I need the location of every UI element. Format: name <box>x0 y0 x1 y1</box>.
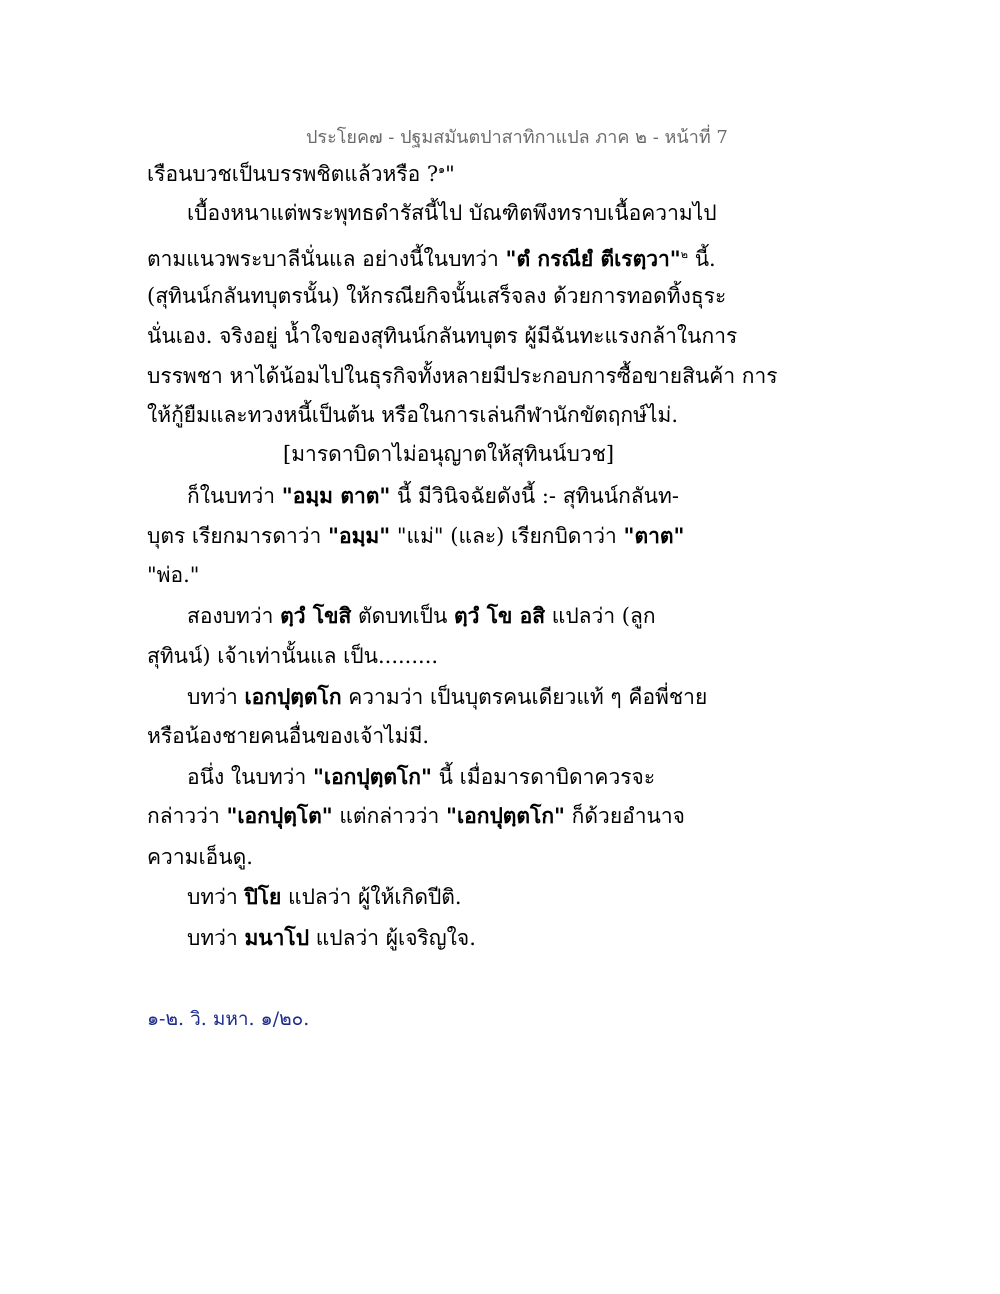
text-line <box>147 561 199 589</box>
text-span: ตามแนวพระบาลีนั่นแล อย่างนี้ในบทว่า <box>147 247 506 271</box>
text-line <box>187 602 656 630</box>
text-line <box>187 199 717 227</box>
text-line <box>147 843 253 871</box>
page-header: ประโยค๗ - ปฐมสมันตปาสาทิกาแปล ภาค ๒ - หน้าที่ 7 <box>306 127 728 148</box>
text-line <box>147 802 685 830</box>
text-span: ก็ในบทว่า <box>187 484 282 508</box>
text-line <box>147 722 429 750</box>
text-span: "พ่อ." <box>147 563 200 587</box>
text-span: บทว่า <box>187 685 245 709</box>
text-span: บรรพชา หาได้น้อมไปในธุรกิจทั้งหลายมีประกอบการซื้อขายสินค้า การ <box>147 364 778 388</box>
text-span: เบื้องหนาแต่พระพุทธดำรัสนี้ไป บัณฑิตพึงทราบเนื้อความไป <box>187 201 717 225</box>
pali-term: "อมฺม ตาต" <box>281 483 391 508</box>
text-line <box>147 362 778 390</box>
text-span: บทว่า <box>187 885 245 909</box>
text-span: "แม่" (และ) เรียกบิดาว่า <box>390 524 624 548</box>
text-span: เรือนบวชเป็นบรรพชิตแล้วหรือ ? <box>147 162 439 186</box>
pali-term: ตฺวํ โขสิ <box>280 603 352 628</box>
text-span: ความว่า เป็นบุตรคนเดียวแท้ ๆ คือพี่ชาย <box>341 685 708 709</box>
section-heading <box>283 440 614 468</box>
text-span: สองบทว่า <box>187 604 281 628</box>
text-span: แปลว่า ผู้เจริญใจ. <box>309 926 476 950</box>
pali-term: ตฺวํ โข อสิ <box>454 603 546 628</box>
pali-term: "เอกปุตฺตโก" <box>312 764 432 789</box>
text-span: " <box>445 162 455 186</box>
footnote-marker: ๑ <box>438 163 446 176</box>
pali-term: "เอกปุตฺตโก" <box>446 803 565 828</box>
pali-term: เอกปุตฺตโก <box>244 684 342 709</box>
text-line <box>147 642 438 670</box>
text-span: ตัดบทเป็น <box>351 604 454 628</box>
text-span: อนึ่ง ในบทว่า <box>187 765 313 789</box>
text-span: นี้. <box>688 247 716 271</box>
pali-term: มนาโป <box>244 925 310 950</box>
text-line <box>147 401 678 429</box>
pali-term: "ตาต" <box>623 523 685 548</box>
text-line <box>147 522 684 550</box>
text-line <box>187 763 655 791</box>
text-line <box>147 241 716 273</box>
text-span: ก็ด้วยอำนาจ <box>565 804 685 828</box>
text-line <box>187 883 462 911</box>
text-span: แต่กล่าวว่า <box>332 804 446 828</box>
text-span: หรือน้องชายคนอื่นของเจ้าไม่มี. <box>147 724 430 748</box>
text-line <box>187 683 707 711</box>
text-span: [มารดาบิดาไม่อนุญาตให้สุทินน์บวช] <box>283 442 615 466</box>
text-span: ความเอ็นดู. <box>147 845 253 869</box>
pali-term: ปิโย <box>244 884 282 909</box>
footnote-marker: ๒ <box>680 248 689 261</box>
text-span: บุตร เรียกมารดาว่า <box>147 524 329 548</box>
text-span: นี้ เมื่อมารดาบิดาควรจะ <box>431 765 656 789</box>
text-span: นี้ มีวินิจฉัยดังนี้ :- สุทินน์กลันท- <box>390 484 679 508</box>
pali-term: "เอกปุตฺโต" <box>226 803 333 828</box>
text-span: บทว่า <box>187 926 245 950</box>
text-line <box>187 924 476 952</box>
text-line <box>147 282 726 310</box>
pali-term: "อมฺม" <box>328 523 391 548</box>
pali-term: "ตํ กรณียํ ตีเรตฺวา" <box>505 246 681 271</box>
text-span: แปลว่า ผู้ให้เกิดปีติ. <box>281 885 462 909</box>
text-span: สุทินน์) เจ้าเท่านั้นแล เป็น......... <box>147 644 439 668</box>
text-span: แปลว่า (ลูก <box>545 604 656 628</box>
text-line <box>187 482 679 510</box>
footnote: ๑-๒. วิ. มหา. ๑/๒๐. <box>147 1008 310 1030</box>
text-span: นั่นเอง. จริงอยู่ น้ำใจของสุทินน์กลันทบุตร ผู้มีฉันทะแรงกล้าในการ <box>147 324 738 348</box>
text-line <box>147 156 455 188</box>
text-span: กล่าวว่า <box>147 804 227 828</box>
text-span: (สุทินน์กลันทบุตรนั้น) ให้กรณียกิจนั้นเสร็จลง ด้วยการทอดทิ้งธุระ <box>147 284 727 308</box>
text-line <box>147 322 737 350</box>
text-span: ให้กู้ยืมและทวงหนี้เป็นต้น หรือในการเล่นกีฬานักขัตฤกษ์ไม่. <box>147 403 679 427</box>
